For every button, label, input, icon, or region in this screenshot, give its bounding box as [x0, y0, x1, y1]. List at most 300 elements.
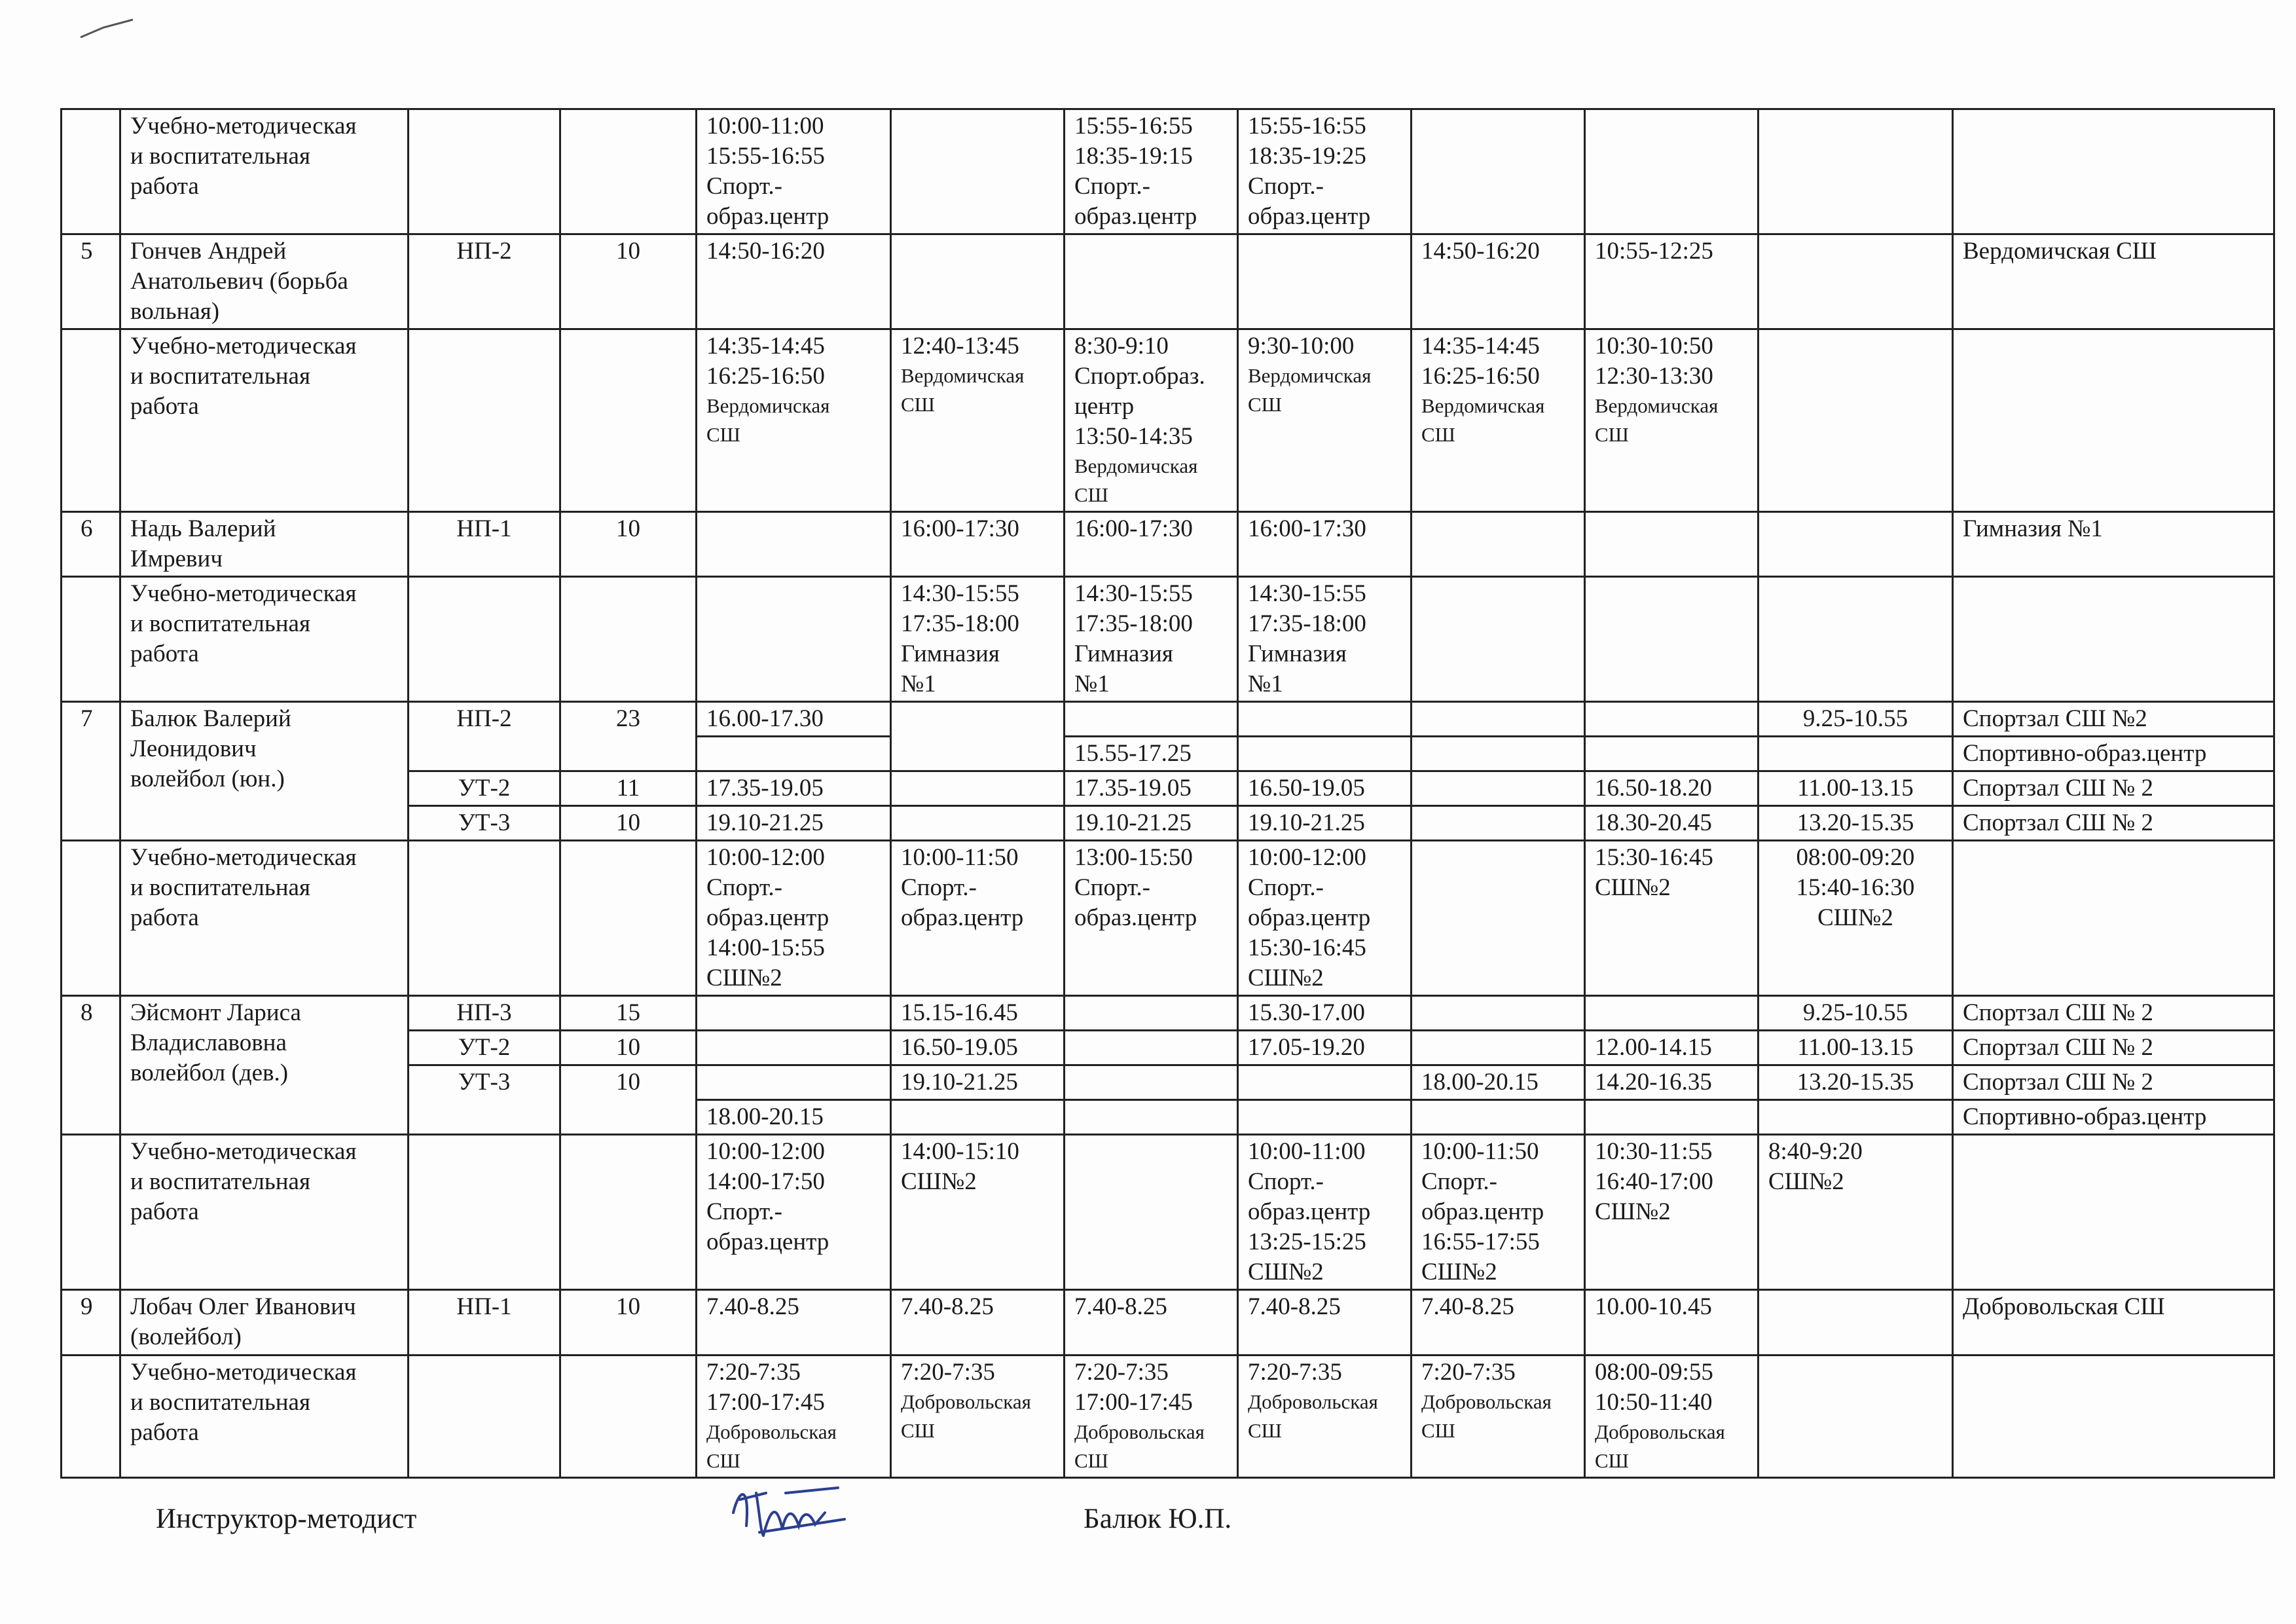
cell-text: 9.25-10.55 [1802, 999, 1908, 1026]
thu-time [1238, 1031, 1412, 1065]
cell-text-place: СШ [901, 1419, 935, 1442]
umr-thu [1238, 1135, 1412, 1290]
cell-text: Спорт.- [1074, 874, 1150, 901]
cell-text: 16:00-17:30 [1074, 515, 1193, 542]
cell-text: 8:30-9:10 [1074, 333, 1169, 360]
group-count [560, 996, 697, 1031]
umr-tue [891, 577, 1065, 702]
cell-text: Спорт.- [1074, 173, 1150, 200]
mon-time [697, 1031, 891, 1065]
mon-time [697, 996, 891, 1031]
coach-name [120, 996, 409, 1135]
cell-text: 15:30-16:45 [1595, 844, 1713, 871]
cell-text: 15.15-16.45 [901, 999, 1018, 1026]
cell-text: 13:50-14:35 [1074, 423, 1193, 450]
cell-text: СШ№2 [901, 1168, 977, 1195]
umr-sun [1758, 329, 1953, 512]
cell-text: образ.центр [1248, 1198, 1371, 1225]
group-count [560, 841, 697, 996]
umr-wed [1065, 329, 1238, 512]
tue-time [891, 996, 1065, 1031]
venue [1953, 1290, 2274, 1356]
sun-time [1758, 702, 1953, 737]
cell-text: Спорт.- [901, 874, 977, 901]
cell-text: Спортзал СШ № 2 [1963, 1069, 2153, 1096]
cell-text: 12.00-14.15 [1595, 1034, 1712, 1061]
cell-text: СШ№2 [1248, 1259, 1324, 1285]
umr-mon [697, 329, 891, 512]
cell-text: 23 [616, 705, 640, 732]
cell-text-place: Вердомичская [901, 364, 1025, 387]
umr-sun [1758, 1356, 1953, 1478]
tue-time [891, 234, 1065, 329]
cell-text: и воспитательная [130, 143, 310, 170]
row-number [62, 1135, 120, 1290]
cell-text-place: Вердомичская [1248, 364, 1372, 387]
cell-text: 14:00-15:10 [901, 1138, 1019, 1165]
coach-row [62, 702, 2274, 737]
cell-text: 7:20-7:35 [706, 1359, 801, 1386]
cell-text: 14:00-17:50 [706, 1168, 825, 1195]
fri-time [1412, 1100, 1585, 1135]
group-count [560, 806, 697, 841]
sat-time [1585, 1100, 1758, 1135]
row-number [62, 1356, 120, 1478]
venue [1953, 1135, 2274, 1290]
coach-row [62, 996, 2274, 1031]
sat-time [1585, 771, 1758, 806]
cell-text: СШ№2 [1248, 965, 1324, 991]
thu-time [1238, 771, 1412, 806]
cell-text-place: Вердомичская [706, 394, 830, 417]
umr-sat [1585, 841, 1758, 996]
cell-text: Спорт.- [706, 173, 782, 200]
cell-text: Спортзал СШ № 2 [1963, 809, 2153, 836]
fri-time [1412, 1065, 1585, 1100]
thu-time [1238, 737, 1412, 771]
cell-text: СШ№2 [1817, 904, 1893, 931]
cell-text: 15 [616, 999, 640, 1026]
umr-sun [1758, 1135, 1953, 1290]
cell-text: 14.20-16.35 [1595, 1069, 1712, 1096]
schedule-cell [1238, 109, 1412, 234]
cell-text: 10:00-12:00 [706, 844, 825, 871]
group-count [560, 234, 697, 329]
umr-sat [1585, 1356, 1758, 1478]
cell-text: 8:40-9:20 [1768, 1138, 1863, 1165]
cell-text: 10 [616, 1293, 640, 1320]
thu-time [1238, 1100, 1412, 1135]
cell-text: 14:35-14:45 [1421, 333, 1540, 360]
cell-text: 14:50-16:20 [706, 238, 825, 265]
group-code [409, 234, 560, 329]
sun-time [1758, 806, 1953, 841]
coach-name [120, 702, 409, 841]
umr-label [120, 577, 409, 702]
schedule-cell [697, 109, 891, 234]
cell-text: работа [130, 640, 199, 667]
wed-time [1065, 1290, 1238, 1356]
cell-text: 16.50-19.05 [1248, 775, 1365, 802]
wed-time [1065, 702, 1238, 737]
cell-text: НП-2 [456, 238, 512, 265]
cell-text: 10:50-11:40 [1595, 1389, 1713, 1416]
cell-text: СШ№2 [1595, 1198, 1671, 1225]
group-code [409, 996, 560, 1031]
umr-row [62, 329, 2274, 512]
cell-text-place: СШ [1074, 1449, 1108, 1472]
tue-time [891, 1290, 1065, 1356]
cell-text: УТ-2 [458, 1034, 511, 1061]
venue [1953, 737, 2274, 771]
cell-text-place: СШ [1421, 423, 1455, 446]
row-number [62, 577, 120, 702]
schedule-table [60, 108, 2275, 1479]
cell-text: и воспитательная [130, 874, 310, 901]
group-code [409, 771, 560, 806]
venue [1953, 806, 2274, 841]
thu-time [1238, 1065, 1412, 1100]
cell-text-place: Добровольская [1421, 1390, 1552, 1413]
cell-text: СШ№2 [1595, 874, 1671, 901]
cell-text: Спортивно-образ.центр [1963, 1103, 2207, 1130]
cell-text: образ.центр [706, 203, 829, 230]
cell-text: Спорт.- [1248, 1168, 1324, 1195]
cell-text: Вердомичская СШ [1963, 238, 2157, 265]
schedule-cell [62, 109, 120, 234]
cell-text: и воспитательная [130, 1389, 310, 1416]
schedule-cell [1758, 109, 1953, 234]
cell-text: Учебно-методическая [130, 1359, 357, 1386]
row-number [62, 1290, 120, 1356]
fri-time [1412, 996, 1585, 1031]
wed-time [1065, 806, 1238, 841]
cell-text: 16.50-19.05 [901, 1034, 1018, 1061]
umr-row [62, 109, 2274, 234]
cell-text: 17.05-19.20 [1248, 1034, 1365, 1061]
schedule-cell [891, 109, 1065, 234]
umr-wed [1065, 841, 1238, 996]
cell-text: Учебно-методическая [130, 580, 357, 607]
row-number [62, 841, 120, 996]
venue [1953, 577, 2274, 702]
cell-text: образ.центр [706, 904, 829, 931]
schedule-cell [120, 109, 409, 234]
cell-text: 14:30-15:55 [1074, 580, 1193, 607]
umr-sat [1585, 1135, 1758, 1290]
group-count [560, 702, 697, 771]
mon-time [697, 1100, 891, 1135]
cell-text: образ.центр [1248, 203, 1371, 230]
cell-text: Анатольевич (борьба [130, 268, 348, 295]
fri-time [1412, 512, 1585, 577]
cell-text: СШ№2 [1421, 1259, 1497, 1285]
venue [1953, 771, 2274, 806]
cell-text: 10:55-12:25 [1595, 238, 1713, 265]
cell-text: Гимназия [901, 640, 1000, 667]
cell-text-place: Вердомичская [1421, 394, 1545, 417]
cell-text: 10 [616, 515, 640, 542]
thu-time [1238, 234, 1412, 329]
mon-time [697, 806, 891, 841]
cell-text: Владиславовна [130, 1029, 287, 1056]
cell-text: 17:00-17:45 [706, 1389, 825, 1416]
cell-text: 17:35-18:00 [1248, 610, 1366, 637]
umr-tue [891, 841, 1065, 996]
cell-text-place: Добровольская [706, 1420, 837, 1443]
umr-sat [1585, 329, 1758, 512]
tue-time [891, 806, 1065, 841]
cell-text: 08:00-09:20 [1796, 844, 1915, 871]
venue [1953, 702, 2274, 737]
mon-time [697, 1290, 891, 1356]
tue-time [891, 512, 1065, 577]
cell-text: 15:55-16:55 [1074, 113, 1193, 139]
cell-text: 7 [81, 705, 93, 732]
umr-label [120, 1135, 409, 1290]
sat-time [1585, 996, 1758, 1031]
wed-time [1065, 234, 1238, 329]
sun-time [1758, 512, 1953, 577]
cell-text: 13.20-15.35 [1796, 809, 1914, 836]
umr-mon [697, 577, 891, 702]
cell-text: №1 [1074, 671, 1110, 697]
cell-text: 08:00-09:55 [1595, 1359, 1713, 1386]
cell-text: центр [1074, 393, 1135, 420]
group-code [409, 577, 560, 702]
mon-time [697, 771, 891, 806]
cell-text-place: СШ [1595, 1449, 1629, 1472]
umr-thu [1238, 1356, 1412, 1478]
umr-mon [697, 1356, 891, 1478]
cell-text: Спортзал СШ № 2 [1963, 775, 2153, 802]
group-code [409, 329, 560, 512]
cell-text: 9:30-10:00 [1248, 333, 1355, 360]
umr-thu [1238, 577, 1412, 702]
wed-time [1065, 1031, 1238, 1065]
group-code [409, 1065, 560, 1135]
group-count [560, 1031, 697, 1065]
cell-text: волейбол (юн.) [130, 766, 285, 792]
cell-text: 10 [616, 809, 640, 836]
cell-text: 7:20-7:35 [1248, 1359, 1342, 1386]
cell-text-place: Вердомичская [1595, 394, 1719, 417]
cell-text-place: Добровольская [1074, 1420, 1205, 1443]
sun-time [1758, 1031, 1953, 1065]
umr-tue [891, 1356, 1065, 1478]
cell-text: СШ№2 [706, 965, 782, 991]
tue-time [891, 1065, 1065, 1100]
cell-text: 8 [81, 999, 93, 1026]
cell-text: 16:00-17:30 [901, 515, 1019, 542]
cell-text: Надь Валерий [130, 515, 276, 542]
cell-text: работа [130, 173, 199, 200]
cell-text: Учебно-методическая [130, 1138, 357, 1165]
cell-text: 15.30-17.00 [1248, 999, 1365, 1026]
sat-time [1585, 737, 1758, 771]
umr-wed [1065, 1356, 1238, 1478]
cell-text: 14:50-16:20 [1421, 238, 1540, 265]
umr-wed [1065, 1135, 1238, 1290]
cell-text: 13:00-15:50 [1074, 844, 1193, 871]
cell-text: волейбол (дев.) [130, 1060, 289, 1086]
venue [1953, 1065, 2274, 1100]
schedule-cell [1065, 109, 1238, 234]
umr-thu [1238, 329, 1412, 512]
wed-time [1065, 996, 1238, 1031]
group-count [560, 1356, 697, 1478]
cell-text: 13.20-15.35 [1796, 1069, 1914, 1096]
cell-text: 6 [81, 515, 93, 542]
group-count [560, 1135, 697, 1290]
cell-text: 16:40-17:00 [1595, 1168, 1713, 1195]
schedule-cell [1585, 109, 1758, 234]
wed-time [1065, 1065, 1238, 1100]
cell-text-place: Вердомичская [1074, 454, 1198, 477]
cell-text-place: СШ [1421, 1419, 1455, 1442]
cell-text: Спортзал СШ № 2 [1963, 999, 2153, 1026]
cell-text: 7.40-8.25 [901, 1293, 994, 1320]
group-count [560, 771, 697, 806]
cell-text: образ.центр [1421, 1198, 1544, 1225]
cell-text: 14:30-15:55 [1248, 580, 1366, 607]
cell-text: 10:00-11:00 [1248, 1138, 1366, 1165]
sat-time [1585, 512, 1758, 577]
fri-time [1412, 771, 1585, 806]
cell-text: 9 [81, 1293, 93, 1320]
row-number [62, 702, 120, 841]
venue [1953, 1356, 2274, 1478]
cell-text: Спорт.- [1248, 173, 1324, 200]
umr-row [62, 577, 2274, 702]
footer-signatory-name: Балюк Ю.П. [1084, 1504, 1232, 1534]
cell-text: Спортивно-образ.центр [1963, 740, 2207, 767]
cell-text: Добровольская СШ [1963, 1293, 2165, 1320]
group-code [409, 1031, 560, 1065]
fri-time [1412, 1290, 1585, 1356]
cell-text: 7.40-8.25 [1074, 1293, 1167, 1320]
cell-text: 10.00-10.45 [1595, 1293, 1712, 1320]
cell-text: 10:00-11:50 [1421, 1138, 1539, 1165]
group-count [560, 577, 697, 702]
fri-time [1412, 234, 1585, 329]
cell-text: 16.00-17.30 [706, 705, 824, 732]
cell-text: 12:30-13:30 [1595, 363, 1713, 390]
cell-text: Гимназия [1074, 640, 1173, 667]
umr-wed [1065, 577, 1238, 702]
umr-label [120, 841, 409, 996]
signature-image [720, 1473, 858, 1545]
cell-text-place: Добровольская [1595, 1420, 1725, 1443]
row-number [62, 512, 120, 577]
cell-text: 10 [616, 1069, 640, 1096]
umr-fri [1412, 1356, 1585, 1478]
cell-text: 7.40-8.25 [706, 1293, 799, 1320]
wed-time [1065, 737, 1238, 771]
group-code [409, 806, 560, 841]
cell-text: образ.центр [1074, 904, 1197, 931]
cell-text: 15.55-17.25 [1074, 740, 1192, 767]
cell-text-place: СШ [1248, 1419, 1282, 1442]
coach-name [120, 1290, 409, 1356]
cell-text-place: СШ [706, 1449, 740, 1472]
cell-text: 16:25-16:50 [706, 363, 825, 390]
schedule-cell [409, 109, 560, 234]
umr-tue [891, 1135, 1065, 1290]
sat-time [1585, 702, 1758, 737]
mon-time [697, 1065, 891, 1100]
cell-text: Учебно-методическая [130, 333, 357, 360]
cell-text: 14:00-15:55 [706, 934, 825, 961]
cell-text: 16:25-16:50 [1421, 363, 1540, 390]
cell-text: 19.10-21.25 [1248, 809, 1365, 836]
thu-time [1238, 512, 1412, 577]
group-code [409, 841, 560, 996]
thu-time [1238, 996, 1412, 1031]
cell-text: Спорт.- [706, 1198, 782, 1225]
cell-text: 17:00-17:45 [1074, 1389, 1193, 1416]
cell-text: Спортзал СШ №2 [1963, 705, 2147, 732]
group-code [409, 1135, 560, 1290]
cell-text: УТ-3 [458, 1069, 511, 1096]
sun-time [1758, 1100, 1953, 1135]
cell-text: 15:55-16:55 [706, 143, 825, 170]
umr-fri [1412, 841, 1585, 996]
umr-fri [1412, 329, 1585, 512]
cell-text: 14:30-15:55 [901, 580, 1019, 607]
cell-text: 19.10-21.25 [1074, 809, 1192, 836]
cell-text: НП-1 [456, 515, 512, 542]
group-count [560, 1290, 697, 1356]
coach-name [120, 512, 409, 577]
cell-text: НП-1 [456, 1293, 512, 1320]
schedule-cell [1412, 109, 1585, 234]
umr-sat [1585, 577, 1758, 702]
cell-text: 15:30-16:45 [1248, 934, 1366, 961]
cell-text: и воспитательная [130, 1168, 310, 1195]
cell-text: 10:00-12:00 [706, 1138, 825, 1165]
cell-text: 11.00-13.15 [1797, 775, 1914, 802]
cell-text: 16.50-18.20 [1595, 775, 1712, 802]
fri-time [1412, 806, 1585, 841]
fri-time [1412, 1031, 1585, 1065]
row-number [62, 329, 120, 512]
row-number [62, 234, 120, 329]
cell-text: 10:00-11:50 [901, 844, 1019, 871]
cell-text: Спорт.- [1248, 874, 1324, 901]
group-code [409, 512, 560, 577]
coach-row [62, 234, 2274, 329]
cell-text: Лобач Олег Иванович [130, 1293, 356, 1320]
umr-row [62, 1356, 2274, 1478]
umr-mon [697, 841, 891, 996]
cell-text-place: СШ [1074, 483, 1108, 506]
cell-text: Леонидович [130, 735, 257, 762]
cell-text: Балюк Валерий [130, 705, 291, 732]
cell-text: Спорт.образ. [1074, 363, 1205, 390]
cell-text: Гимназия №1 [1963, 515, 2103, 542]
cell-text-place: СШ [1248, 393, 1282, 416]
cell-text: 17:35-18:00 [901, 610, 1019, 637]
cell-text: Спорт.- [1421, 1168, 1497, 1195]
cell-text: Гимназия [1248, 640, 1347, 667]
cell-text-place: СШ [901, 393, 935, 416]
cell-text: НП-2 [456, 705, 512, 732]
umr-fri [1412, 1135, 1585, 1290]
cell-text: Спортзал СШ № 2 [1963, 1034, 2153, 1061]
coach-row [62, 1290, 2274, 1356]
group-code [409, 702, 560, 771]
